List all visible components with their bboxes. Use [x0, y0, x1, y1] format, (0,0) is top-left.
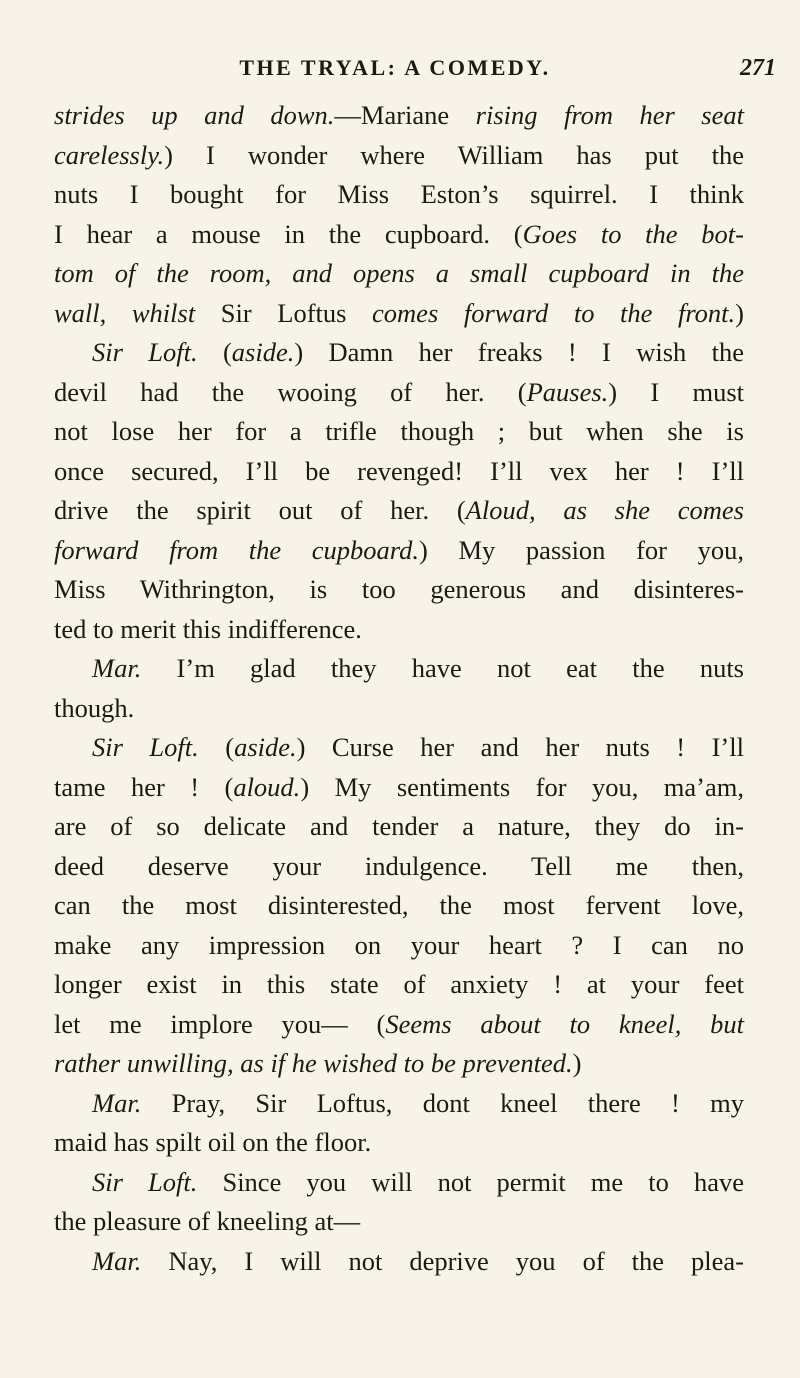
- text-line: [54, 215, 744, 255]
- text-line: [54, 452, 744, 492]
- running-head-title: THE TRYAL: A COMEDY.: [239, 55, 551, 80]
- text-run: rising from her seat: [475, 100, 744, 130]
- text-run: wall, whilst: [54, 297, 221, 328]
- text-run: ): [735, 297, 744, 328]
- text-run: aside.: [231, 337, 295, 367]
- page-body-text: [54, 96, 744, 1281]
- text-run: Sir Loft.: [92, 337, 198, 367]
- text-run: strides up and down.: [54, 100, 335, 130]
- text-run: Sir Loft.: [92, 732, 199, 762]
- text-line: [54, 254, 744, 294]
- text-run: tame her ! (: [54, 771, 234, 802]
- text-line: [54, 1163, 744, 1203]
- text-run: Pray, Sir Loftus, dont kneel there ! my: [141, 1087, 744, 1118]
- text-run: ted to merit this indifference.: [54, 613, 362, 644]
- text-run: comes forward to the front.: [372, 297, 736, 328]
- text-run: once secured, I’ll be revenged! I’ll vex her ! I’ll: [54, 455, 744, 486]
- text-line: [54, 333, 744, 373]
- text-line: [54, 96, 744, 136]
- text-run: ) I must: [608, 376, 745, 407]
- text-line: [54, 570, 744, 610]
- text-run: Nay, I will not deprive you of the plea-: [141, 1245, 744, 1276]
- text-run: are of so delicate and tender a nature, they do in-: [54, 811, 744, 841]
- text-line: [54, 965, 744, 1005]
- text-line: [54, 1202, 744, 1242]
- text-run: ) Curse her and her nuts ! I’ll: [296, 732, 744, 762]
- text-line: [54, 1084, 744, 1124]
- text-run: ) My passion for you,: [419, 534, 744, 565]
- text-run: ) My sentiments for you, ma’am,: [300, 771, 744, 802]
- text-run: Since you will not permit me to have: [197, 1166, 744, 1197]
- text-run: carelessly.: [54, 139, 165, 170]
- text-run: aside.: [234, 732, 297, 762]
- text-run: make any impression on your heart ? I can no: [54, 929, 744, 960]
- text-run: drive the spirit out of her. (: [54, 495, 466, 525]
- text-line: [54, 412, 744, 452]
- text-run: longer exist in this state of anxiety ! at your feet: [54, 969, 744, 999]
- text-line: [54, 294, 744, 334]
- text-line: [54, 491, 744, 531]
- text-run: Seems about to kneel, but: [385, 1008, 744, 1039]
- text-line: [54, 373, 744, 413]
- page-number: 271: [740, 55, 776, 81]
- text-run: ): [572, 1048, 582, 1078]
- text-run: Goes to the bot-: [522, 218, 744, 249]
- text-run: Mar.: [92, 1087, 142, 1118]
- text-run: nuts I bought for Miss Eston’s squirrel. I think: [54, 179, 744, 209]
- text-run: ) I wonder where William has put the: [164, 139, 744, 170]
- text-run: the pleasure of kneeling at—: [54, 1206, 361, 1236]
- text-run: Miss Withrington, is too generous and disinteres-: [54, 574, 744, 604]
- text-run: deed deserve your indulgence. Tell me then,: [54, 850, 744, 881]
- text-line: [54, 175, 744, 215]
- text-line: [54, 886, 744, 926]
- text-run: (: [198, 732, 235, 762]
- text-run: I hear a mouse in the cupboard. (: [54, 218, 523, 249]
- text-run: rather unwilling, as if he wished to be prevented.: [54, 1048, 573, 1078]
- text-run: let me implore you— (: [54, 1008, 386, 1039]
- text-line: [54, 807, 744, 847]
- text-run: tom of the room, and opens a small cupboard in the: [54, 258, 744, 288]
- text-run: not lose her for a trifle though ; but when she is: [54, 416, 744, 446]
- text-run: I’m glad they have not eat the nuts: [141, 653, 744, 683]
- text-line: [54, 1242, 744, 1282]
- text-run: forward from the cupboard.: [54, 534, 420, 565]
- text-line: [54, 728, 744, 768]
- text-run: —Mariane: [334, 100, 476, 130]
- text-line: [54, 768, 744, 808]
- text-line: [54, 1044, 744, 1084]
- text-run: Sir Loftus: [220, 297, 373, 328]
- text-run: Sir Loft.: [92, 1166, 198, 1197]
- text-line: [54, 926, 744, 966]
- text-run: devil had the wooing of her. (: [54, 376, 527, 407]
- text-run: though.: [54, 692, 135, 723]
- text-run: Mar.: [92, 653, 142, 683]
- text-run: Mar.: [92, 1245, 142, 1276]
- text-run: can the most disinterested, the most fervent love,: [54, 890, 744, 920]
- text-run: Pauses.: [526, 376, 609, 407]
- text-run: (: [197, 337, 232, 367]
- text-run: ) Damn her freaks ! I wish the: [294, 337, 744, 367]
- text-line: [54, 1123, 744, 1163]
- text-run: Aloud, as she comes: [465, 495, 744, 525]
- text-line: [54, 531, 744, 571]
- text-line: [54, 689, 744, 729]
- text-line: [54, 136, 744, 176]
- text-line: [54, 1005, 744, 1045]
- text-line: [54, 610, 744, 650]
- text-run: maid has spilt oil on the floor.: [54, 1127, 372, 1157]
- text-line: [54, 847, 744, 887]
- text-line: [54, 649, 744, 689]
- text-run: aloud.: [233, 771, 301, 802]
